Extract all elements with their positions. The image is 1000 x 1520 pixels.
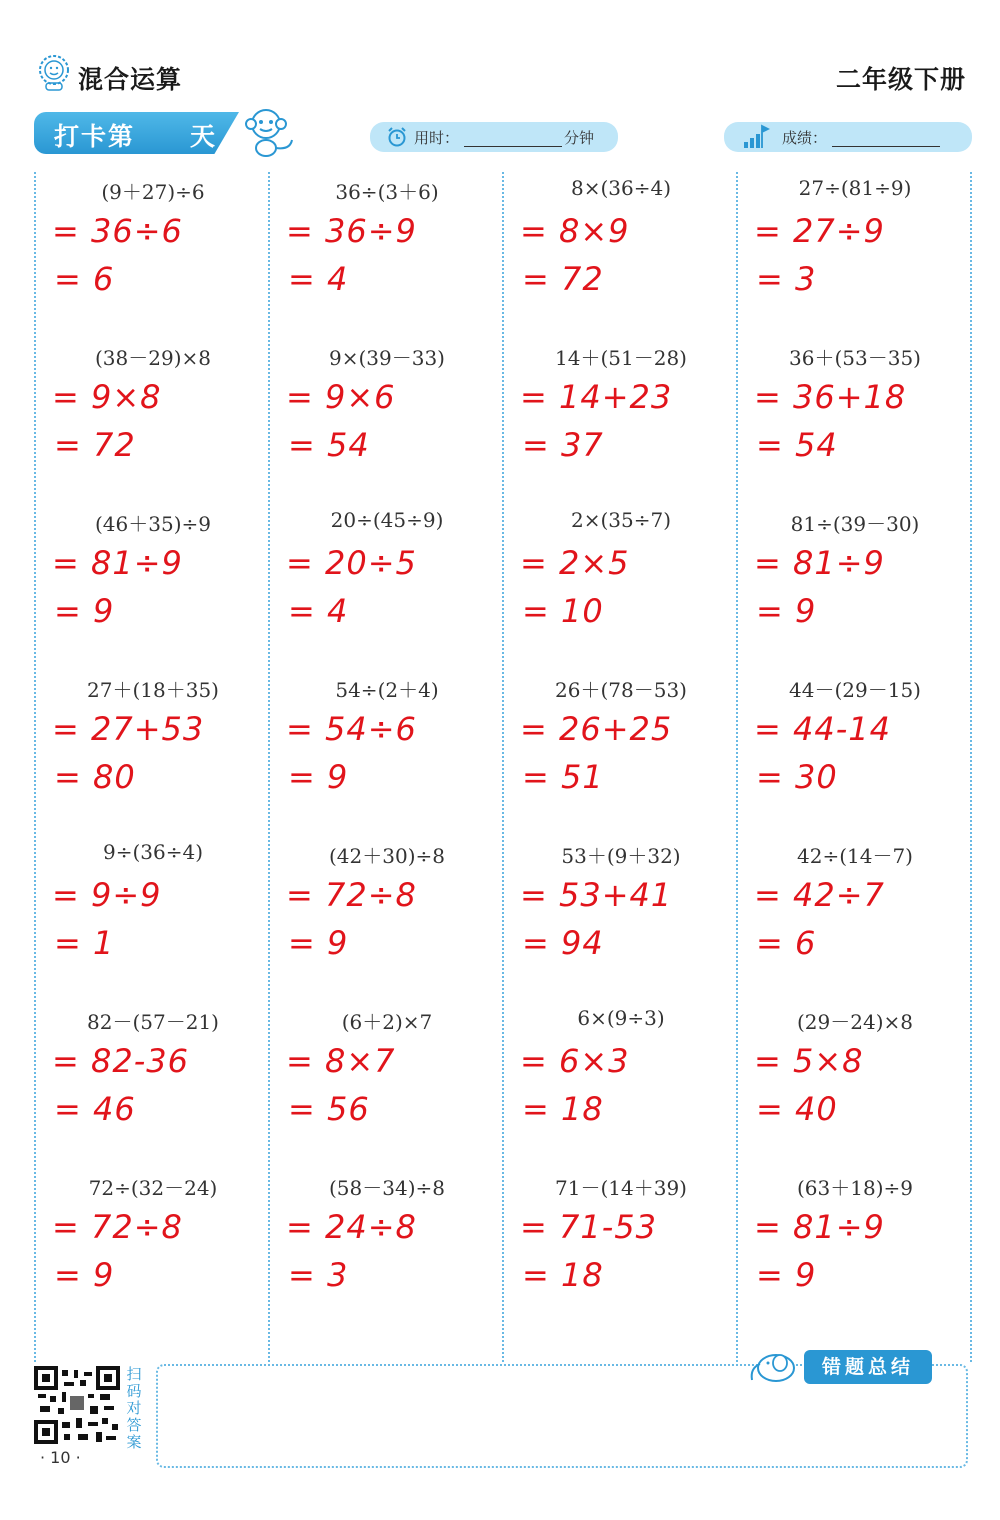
answer-step-1: = 26+25 [520,710,673,748]
answer-step-2: = 18 [522,1090,604,1128]
answer-step-1: = 44-14 [754,710,891,748]
answer-step-2: = 9 [54,1256,115,1294]
problem-cell [504,504,738,670]
problem-expression: 9×(39－33) [329,346,445,370]
mistakes-summary-label: 错题总结 [804,1350,932,1384]
problem-cell [270,172,504,338]
problem-expression: (6＋2)×7 [341,1010,433,1034]
answer-step-2: = 6 [756,924,817,962]
answer-step-1: = 81÷9 [754,544,885,582]
answer-step-1: = 53+41 [520,876,673,914]
answer-step-1: = 27÷9 [754,212,885,250]
problem-expression: 72÷(32－24) [88,1176,218,1200]
problem-cell [36,338,270,504]
answer-step-1: = 9÷9 [52,876,162,914]
answer-step-2: = 46 [54,1090,136,1128]
answer-step-1: = 36÷6 [52,212,183,250]
problem-expression: (58－34)÷8 [329,1176,445,1200]
problem-expression: 6×(9÷3) [577,1006,665,1030]
answer-step-1: = 20÷5 [286,544,417,582]
answer-step-1: = 2×5 [520,544,630,582]
time-label: 用时： [414,129,460,147]
answer-step-1: = 6×3 [520,1042,630,1080]
answer-step-2: = 10 [522,592,604,630]
problem-expression: 27＋(18＋35) [87,678,219,702]
problem-expression: (9＋27)÷6 [101,180,205,204]
problem-expression: 20÷(45÷9) [330,508,444,532]
answer-step-1: = 14+23 [520,378,673,416]
problem-expression: 14＋(51－28) [555,346,687,370]
lion-mascot-icon [34,52,74,92]
answer-step-1: = 36÷9 [286,212,417,250]
answer-step-1: = 24÷8 [286,1208,417,1246]
problem-cell [504,1002,738,1168]
score-blank[interactable] [832,130,940,147]
answer-step-2: = 3 [756,260,817,298]
answer-step-2: = 4 [288,260,349,298]
answer-step-2: = 72 [522,260,604,298]
bar-chart-flag-icon [742,122,770,150]
problem-expression: (63＋18)÷9 [797,1176,913,1200]
scan-answer-label: 扫码对答案 [126,1365,142,1451]
problem-cell [270,1168,504,1334]
answer-step-2: = 18 [522,1256,604,1294]
problem-expression: 53＋(9＋32) [561,844,681,868]
problem-cell [504,338,738,504]
answer-step-1: = 81÷9 [754,1208,885,1246]
answer-step-2: = 80 [54,758,136,796]
problem-cell [738,1002,972,1168]
problem-expression: (29－24)×8 [797,1010,913,1034]
problem-expression: 8×(36÷4) [570,176,672,200]
problem-cell [504,836,738,1002]
problem-expression: 81÷(39－30) [790,512,920,536]
answer-step-1: = 27+53 [52,710,205,748]
answer-step-1: = 9×6 [286,378,396,416]
answer-step-2: = 4 [288,592,349,630]
answer-step-1: = 5×8 [754,1042,864,1080]
problem-expression: 44－(29－15) [789,678,921,702]
answer-step-1: = 54÷6 [286,710,417,748]
answer-step-2: = 37 [522,426,604,464]
problem-cell [270,338,504,504]
answer-step-2: = 9 [54,592,115,630]
answer-step-2: = 30 [756,758,838,796]
problem-cell [504,1168,738,1334]
answer-step-2: = 9 [288,924,349,962]
problem-cell [36,836,270,1002]
problem-cell [738,670,972,836]
problem-cell [270,1002,504,1168]
problem-cell [504,172,738,338]
time-blank[interactable] [464,130,562,147]
problem-expression: (38－29)×8 [95,346,211,370]
answer-step-2: = 51 [522,758,604,796]
answer-step-1: = 8×9 [520,212,630,250]
problem-cell [738,504,972,670]
answer-step-1: = 81÷9 [52,544,183,582]
problem-expression: 36÷(3＋6) [335,180,439,204]
problem-cell [504,670,738,836]
alarm-clock-icon [386,126,408,148]
answer-step-2: = 6 [54,260,115,298]
problem-cell [270,670,504,836]
problem-cell [36,1168,270,1334]
grade-label: 二年级下册 [835,65,966,94]
monkey-mascot-icon [240,104,298,160]
answer-step-1: = 72÷8 [52,1208,183,1246]
problem-cell [738,1168,972,1334]
answer-step-2: = 1 [54,924,115,962]
problem-expression: 9÷(36÷4) [102,840,204,864]
page-number: · 10 · [40,1448,81,1467]
problem-cell [36,1002,270,1168]
problem-cell [36,504,270,670]
answer-step-1: = 8×7 [286,1042,396,1080]
answer-step-1: = 72÷8 [286,876,417,914]
time-unit: 分钟 [564,129,595,147]
answer-step-2: = 9 [756,1256,817,1294]
problem-expression: 2×(35÷7) [570,508,672,532]
answer-step-2: = 94 [522,924,604,962]
answer-step-1: = 71-53 [520,1208,657,1246]
answer-step-2: = 72 [54,426,136,464]
problem-cell [36,172,270,338]
problem-expression: 82－(57－21) [87,1010,219,1034]
problem-expression: (42＋30)÷8 [329,844,445,868]
elephant-mascot-icon [746,1346,802,1386]
problem-cell [36,670,270,836]
page-title: 混合运算 [78,65,183,94]
problem-expression: 27÷(81÷9) [798,176,912,200]
problem-cell [738,836,972,1002]
qr-code-icon[interactable] [34,1366,120,1444]
answer-step-2: = 40 [756,1090,838,1128]
answer-step-2: = 9 [288,758,349,796]
score-label: 成绩： [782,129,828,147]
answer-step-1: = 9×8 [52,378,162,416]
problem-expression: 26＋(78－53) [555,678,687,702]
problem-expression: 36＋(53－35) [789,346,921,370]
checkin-day-label: 天 [190,122,216,151]
problem-cell [270,836,504,1002]
problem-cell [738,338,972,504]
problem-expression: 71－(14＋39) [555,1176,687,1200]
problem-expression: 54÷(2＋4) [335,678,439,702]
problem-expression: (46＋35)÷9 [95,512,211,536]
problem-cell [270,504,504,670]
checkin-label: 打卡第 [54,122,136,151]
answer-step-2: = 54 [288,426,370,464]
problem-cell [738,172,972,338]
answer-step-1: = 42÷7 [754,876,885,914]
answer-step-2: = 9 [756,592,817,630]
answer-step-2: = 3 [288,1256,349,1294]
answer-step-1: = 82-36 [52,1042,189,1080]
answer-step-1: = 36+18 [754,378,907,416]
answer-step-2: = 54 [756,426,838,464]
problem-expression: 42÷(14－7) [797,844,913,868]
answer-step-2: = 56 [288,1090,370,1128]
